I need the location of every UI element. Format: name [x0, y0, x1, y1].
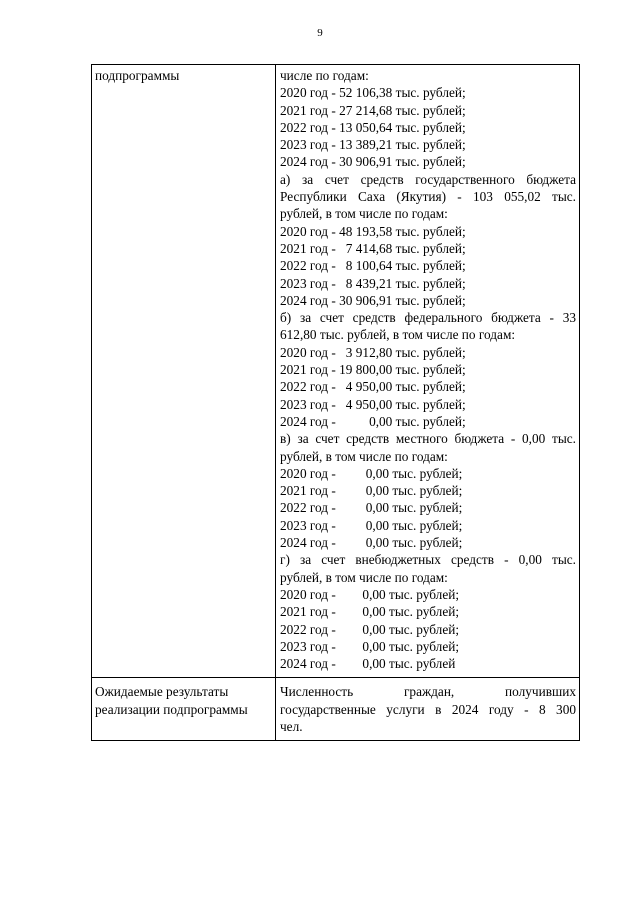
results-value-cell [276, 678, 580, 741]
text-line: чел. [280, 718, 303, 734]
text-line: Численность граждан, получивших [280, 684, 576, 700]
text-line: 2022 год - 4 950,00 тыс. рублей; [280, 379, 466, 395]
table-row-funding [92, 65, 580, 678]
text-line: 2023 год - 8 439,21 тыс. рублей; [280, 275, 466, 291]
text-line: 2020 год - 0,00 тыс. рублей; [280, 465, 463, 481]
text-line: 2021 год - 27 214,68 тыс. рублей; [280, 102, 466, 118]
text-line: 2024 год - 30 906,91 тыс. рублей; [280, 154, 466, 170]
text-line: в) за счет средств местного бюджета - 0,00 тыс. [280, 431, 576, 447]
text-line: 2020 год - 0,00 тыс. рублей; [280, 586, 460, 602]
text-line: 2021 год - 0,00 тыс. рублей; [280, 604, 460, 620]
text-line: 2021 год - 7 414,68 тыс. рублей; [280, 240, 466, 256]
text-line: 2023 год - 0,00 тыс. рублей; [280, 517, 463, 533]
text-line: 2023 год - 13 389,21 тыс. рублей; [280, 137, 466, 153]
funding-value-cell [276, 65, 580, 678]
text-line: 2020 год - 52 106,38 тыс. рублей; [280, 85, 466, 101]
text-line: 2021 год - 19 800,00 тыс. рублей; [280, 362, 466, 378]
text-line: рублей, в том числе по годам: [280, 569, 448, 585]
text-line: 2020 год - 48 193,58 тыс. рублей; [280, 223, 466, 239]
text-line: государственные услуги в 2024 году - 8 300 [280, 701, 576, 717]
row-label: подпрограммы [95, 68, 180, 83]
text-line: 2024 год - 0,00 тыс. рублей; [280, 535, 463, 551]
text-line: 612,80 тыс. рублей, в том числе по годам: [280, 327, 516, 343]
text-line: 2022 год - 13 050,64 тыс. рублей; [280, 119, 466, 135]
text-line: а) за счет средств государственного бюджета [280, 171, 576, 187]
program-passport-table [91, 64, 580, 741]
text-line: числе по годам: [280, 68, 369, 83]
text-line: 2023 год - 4 950,00 тыс. рублей; [280, 396, 466, 412]
table-row-expected-results [92, 678, 580, 741]
text-line: 2023 год - 0,00 тыс. рублей; [280, 638, 460, 654]
text-line: 2024 год - 30 906,91 тыс. рублей; [280, 292, 466, 308]
text-line: 2020 год - 3 912,80 тыс. рублей; [280, 344, 466, 360]
text-line: 2022 год - 0,00 тыс. рублей; [280, 500, 463, 516]
text-line: рублей, в том числе по годам: [280, 206, 448, 222]
text-line: рублей, в том числе по годам: [280, 448, 448, 464]
row-label-cell [92, 65, 276, 678]
text-line: Республики Саха (Якутия) - 103 055,02 тыс. [280, 189, 576, 205]
row-label-cell [92, 678, 276, 741]
text-line: г) за счет внебюджетных средств - 0,00 тыс. [280, 552, 576, 568]
page-number: 9 [317, 27, 323, 39]
text-line: 2024 год - 0,00 тыс. рублей [280, 656, 456, 672]
text-line: 2022 год - 8 100,64 тыс. рублей; [280, 258, 466, 274]
text-line: б) за счет средств федерального бюджета - 33 [280, 310, 576, 326]
row-label-line: реализации подпрограммы [95, 701, 248, 717]
text-line: 2021 год - 0,00 тыс. рублей; [280, 483, 463, 499]
text-line: 2022 год - 0,00 тыс. рублей; [280, 621, 460, 637]
row-label-line: Ожидаемые результаты [95, 684, 229, 700]
text-line: 2024 год - 0,00 тыс. рублей; [280, 413, 466, 429]
